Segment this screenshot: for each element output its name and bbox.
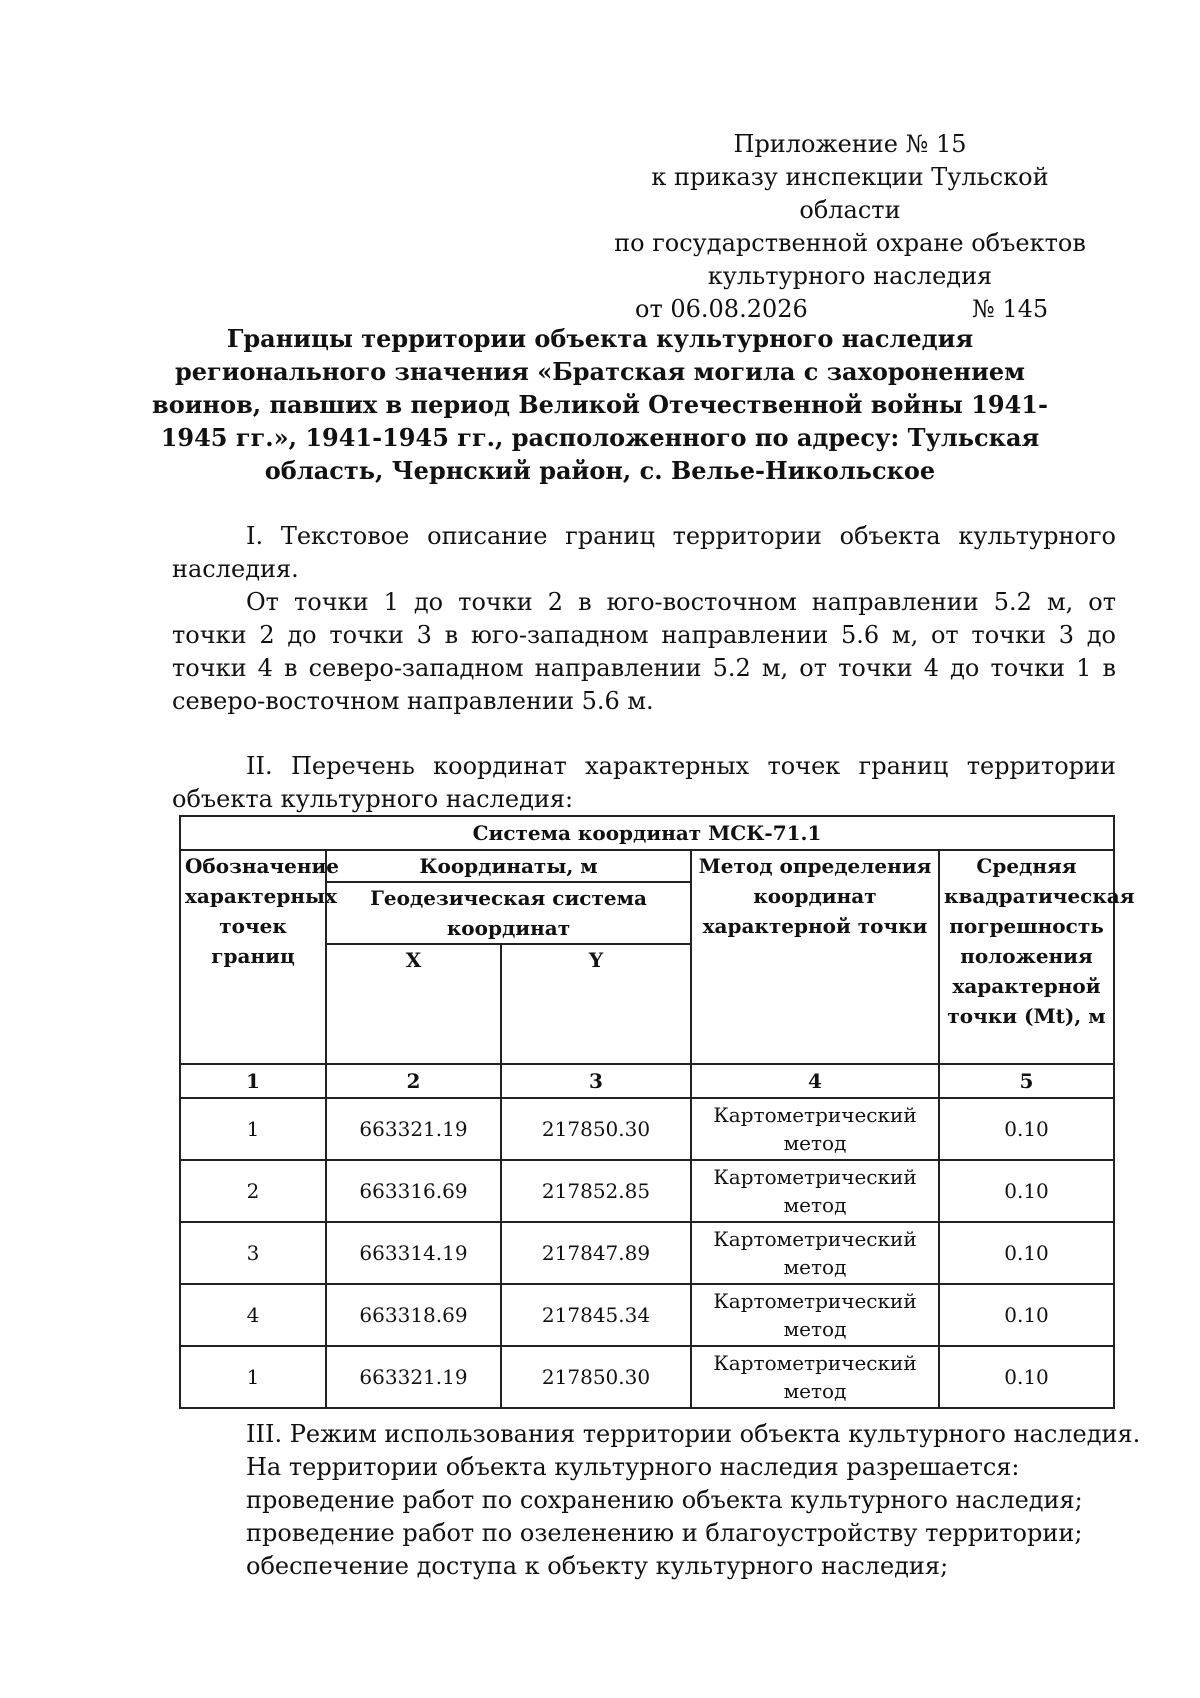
method-cell: Картометрический метод: [691, 1098, 939, 1160]
x-cell: 663318.69: [326, 1284, 501, 1346]
y-header: Y: [501, 944, 691, 1064]
table-row: [180, 1346, 1114, 1408]
point-cell: 2: [180, 1160, 326, 1222]
error-header: Средняя квадратическая погрешность положения характерной точки (Mt), м: [939, 850, 1114, 1064]
geodetic-system-header: Геодезическая система координат: [326, 882, 691, 944]
section-coordinates: [172, 750, 1116, 816]
error-cell: 0.10: [939, 1160, 1114, 1222]
table-row: [180, 1098, 1114, 1160]
point-cell: 1: [180, 1098, 326, 1160]
y-cell: 217852.85: [501, 1160, 691, 1222]
error-cell: 0.10: [939, 1346, 1114, 1408]
coordinates-table: [179, 815, 1135, 1409]
appendix-order-line: к приказу инспекции Тульской области: [651, 163, 1049, 224]
coordinates-header: Координаты, м: [326, 850, 691, 882]
section-3-line: проведение работ по озеленению и благоустройству территории;: [246, 1519, 1083, 1547]
x-header: X: [326, 944, 501, 1064]
method-cell: Картометрический метод: [691, 1160, 939, 1222]
point-cell: 1: [180, 1346, 326, 1408]
error-cell: 0.10: [939, 1284, 1114, 1346]
document-title: Границы территории объекта культурного наследия регионального значения «Братская могила с захоронением воинов, павших в период Великой Отечественной войны 1941-1945 гг.», 1941-1945 гг., расположенного по адресу: Тульская область, Чернский район, с. Велье-Никольское: [152, 324, 1048, 485]
appendix-heritage-line: культурного наследия: [707, 262, 993, 290]
y-cell: 217850.30: [501, 1346, 691, 1408]
table-row: [180, 1284, 1114, 1346]
x-cell: 663321.19: [326, 1098, 501, 1160]
y-cell: 217845.34: [501, 1284, 691, 1346]
method-cell: Картометрический метод: [691, 1346, 939, 1408]
section-2-heading: II. Перечень координат характерных точек границ территории объекта культурного наследия:: [172, 752, 1116, 813]
table-row: [180, 1160, 1114, 1222]
point-cell: 4: [180, 1284, 326, 1346]
section-1-heading: I. Текстовое описание границ территории объекта культурного наследия.: [172, 522, 1116, 583]
designation-header: Обозначение характерных точек границ: [180, 850, 326, 1064]
x-cell: 663321.19: [326, 1346, 501, 1408]
error-cell: 0.10: [939, 1222, 1114, 1284]
table-row: [180, 1222, 1114, 1284]
appendix-number: Приложение № 15: [733, 130, 967, 158]
x-cell: 663316.69: [326, 1160, 501, 1222]
error-cell: 0.10: [939, 1098, 1114, 1160]
method-header: Метод определения координат характерной точки: [691, 850, 939, 1064]
section-3-line: На территории объекта культурного наследия разрешается:: [246, 1453, 1020, 1481]
column-number: 2: [326, 1064, 501, 1098]
order-date: от 06.08.2026: [635, 295, 808, 323]
x-cell: 663314.19: [326, 1222, 501, 1284]
section-text-description: [172, 520, 1116, 718]
column-number: 3: [501, 1064, 691, 1098]
section-1-description: От точки 1 до точки 2 в юго-восточном направлении 5.2 м, от точки 2 до точки 3 в юго-западном направлении 5.6 м, от точки 3 до точки 4 в северо-западном направлении 5.2 м, от точки 4 до точки 1 в северо-восточном направлении 5.6 м.: [172, 588, 1116, 715]
coordinate-system-header: Система координат МСК-71.1: [180, 816, 1114, 850]
section-3-line: проведение работ по сохранению объекта культурного наследия;: [246, 1486, 1083, 1514]
method-cell: Картометрический метод: [691, 1284, 939, 1346]
column-number: 4: [691, 1064, 939, 1098]
appendix-header: [600, 128, 1100, 326]
appendix-inspection-line: по государственной охране объектов: [614, 229, 1086, 257]
order-number: № 145: [972, 295, 1049, 323]
y-cell: 217847.89: [501, 1222, 691, 1284]
section-3-line: обеспечение доступа к объекту культурного наследия;: [246, 1552, 949, 1580]
method-cell: Картометрический метод: [691, 1222, 939, 1284]
section-usage-regime: [246, 1418, 1146, 1583]
y-cell: 217850.30: [501, 1098, 691, 1160]
column-number: 1: [180, 1064, 326, 1098]
column-number: 5: [939, 1064, 1114, 1098]
point-cell: 3: [180, 1222, 326, 1284]
section-3-heading: III. Режим использования территории объекта культурного наследия.: [246, 1420, 1141, 1448]
